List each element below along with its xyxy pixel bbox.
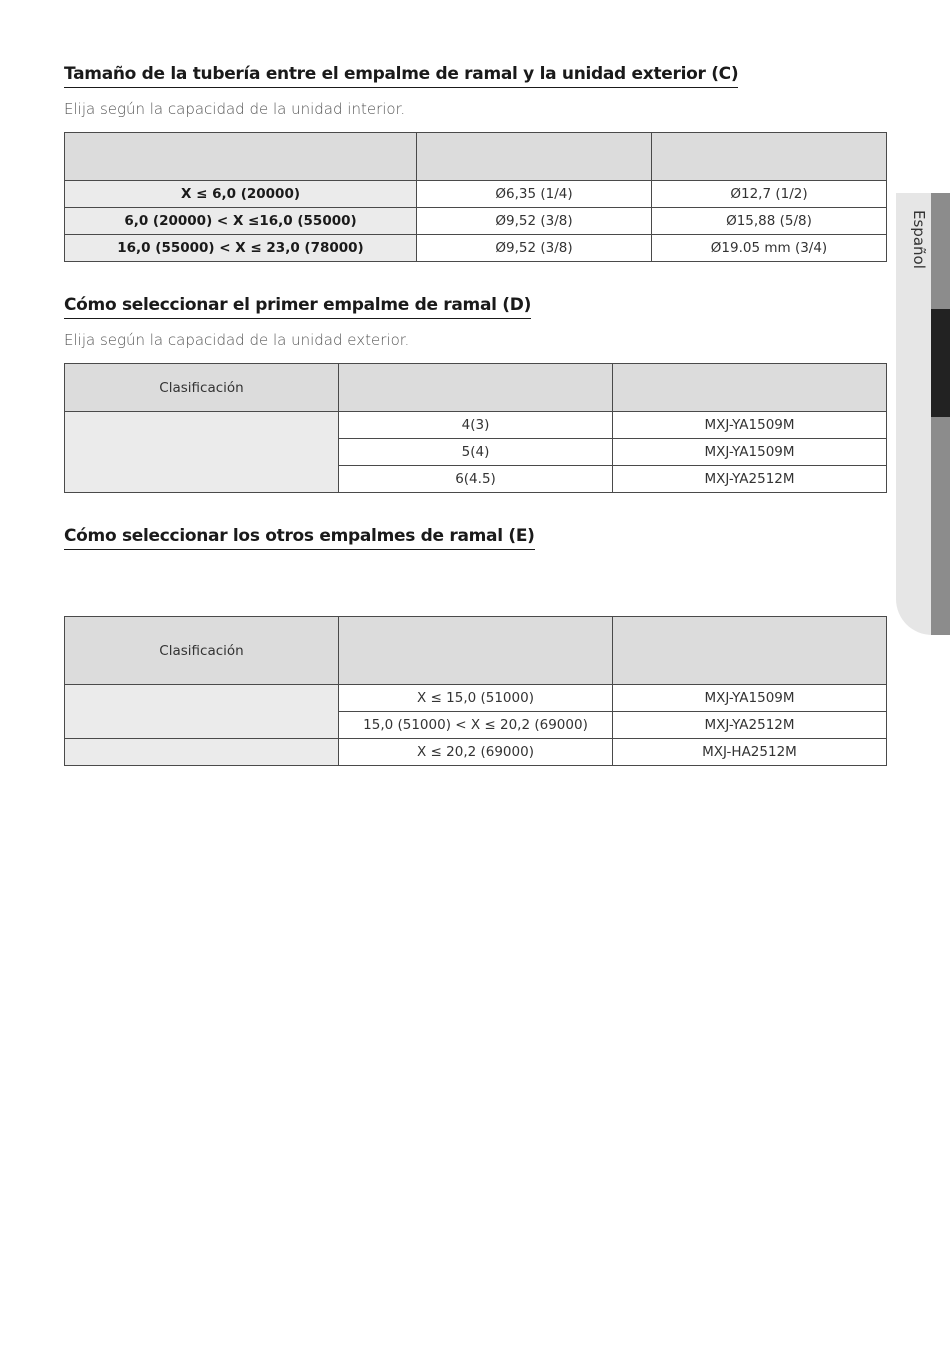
other-branch-joints-table bbox=[64, 616, 887, 766]
table-row bbox=[65, 181, 887, 208]
section-d-subtitle: Elija según la capacidad de la unidad exterior. bbox=[64, 331, 410, 349]
classification-cell bbox=[65, 739, 339, 766]
section-d-title: Cómo seleccionar el primer empalme de ramal (D) bbox=[64, 295, 531, 319]
table-row bbox=[65, 412, 887, 439]
language-tab-label: Español bbox=[910, 210, 928, 269]
gas-pipe-cell: Ø15,88 (5/8) bbox=[652, 208, 887, 235]
header-cell bbox=[613, 364, 887, 412]
section-e-title: Cómo seleccionar los otros empalmes de ramal (E) bbox=[64, 526, 535, 550]
header-cell bbox=[339, 364, 613, 412]
section-c-title: Tamaño de la tubería entre el empalme de ramal y la unidad exterior (C) bbox=[64, 64, 738, 88]
model-cell: MXJ-YA1509M bbox=[613, 412, 887, 439]
model-cell: MXJ-YA2512M bbox=[613, 466, 887, 493]
classification-header: Clasificación bbox=[65, 617, 339, 685]
capacity-cell: 6,0 (20000) < X ≤16,0 (55000) bbox=[65, 208, 417, 235]
section-c-subtitle: Elija según la capacidad de la unidad interior. bbox=[64, 100, 406, 118]
classification-cell bbox=[65, 412, 339, 493]
liquid-pipe-cell: Ø9,52 (3/8) bbox=[417, 235, 652, 262]
capacity-cell: 4(3) bbox=[339, 412, 613, 439]
model-cell: MXJ-YA2512M bbox=[613, 712, 887, 739]
table-row bbox=[65, 685, 887, 712]
header-cell bbox=[417, 133, 652, 181]
model-cell: MXJ-YA1509M bbox=[613, 685, 887, 712]
liquid-pipe-cell: Ø6,35 (1/4) bbox=[417, 181, 652, 208]
header-cell bbox=[652, 133, 887, 181]
header-cell bbox=[339, 617, 613, 685]
capacity-cell: 5(4) bbox=[339, 439, 613, 466]
table-row bbox=[65, 208, 887, 235]
table-header-row bbox=[65, 364, 887, 412]
table-row bbox=[65, 739, 887, 766]
capacity-cell: X ≤ 20,2 (69000) bbox=[339, 739, 613, 766]
header-cell bbox=[613, 617, 887, 685]
tab-active-indicator bbox=[931, 309, 950, 417]
gas-pipe-cell: Ø19.05 mm (3/4) bbox=[652, 235, 887, 262]
capacity-cell: X ≤ 6,0 (20000) bbox=[65, 181, 417, 208]
model-cell: MXJ-YA1509M bbox=[613, 439, 887, 466]
header-cell bbox=[65, 133, 417, 181]
liquid-pipe-cell: Ø9,52 (3/8) bbox=[417, 208, 652, 235]
capacity-cell: X ≤ 15,0 (51000) bbox=[339, 685, 613, 712]
classification-header: Clasificación bbox=[65, 364, 339, 412]
capacity-cell: 16,0 (55000) < X ≤ 23,0 (78000) bbox=[65, 235, 417, 262]
gas-pipe-cell: Ø12,7 (1/2) bbox=[652, 181, 887, 208]
table-row bbox=[65, 235, 887, 262]
first-branch-joint-table bbox=[64, 363, 887, 493]
classification-cell bbox=[65, 685, 339, 739]
capacity-cell: 6(4.5) bbox=[339, 466, 613, 493]
table-header-row bbox=[65, 617, 887, 685]
pipe-size-table bbox=[64, 132, 887, 262]
model-cell: MXJ-HA2512M bbox=[613, 739, 887, 766]
capacity-cell: 15,0 (51000) < X ≤ 20,2 (69000) bbox=[339, 712, 613, 739]
table-header-row bbox=[65, 133, 887, 181]
